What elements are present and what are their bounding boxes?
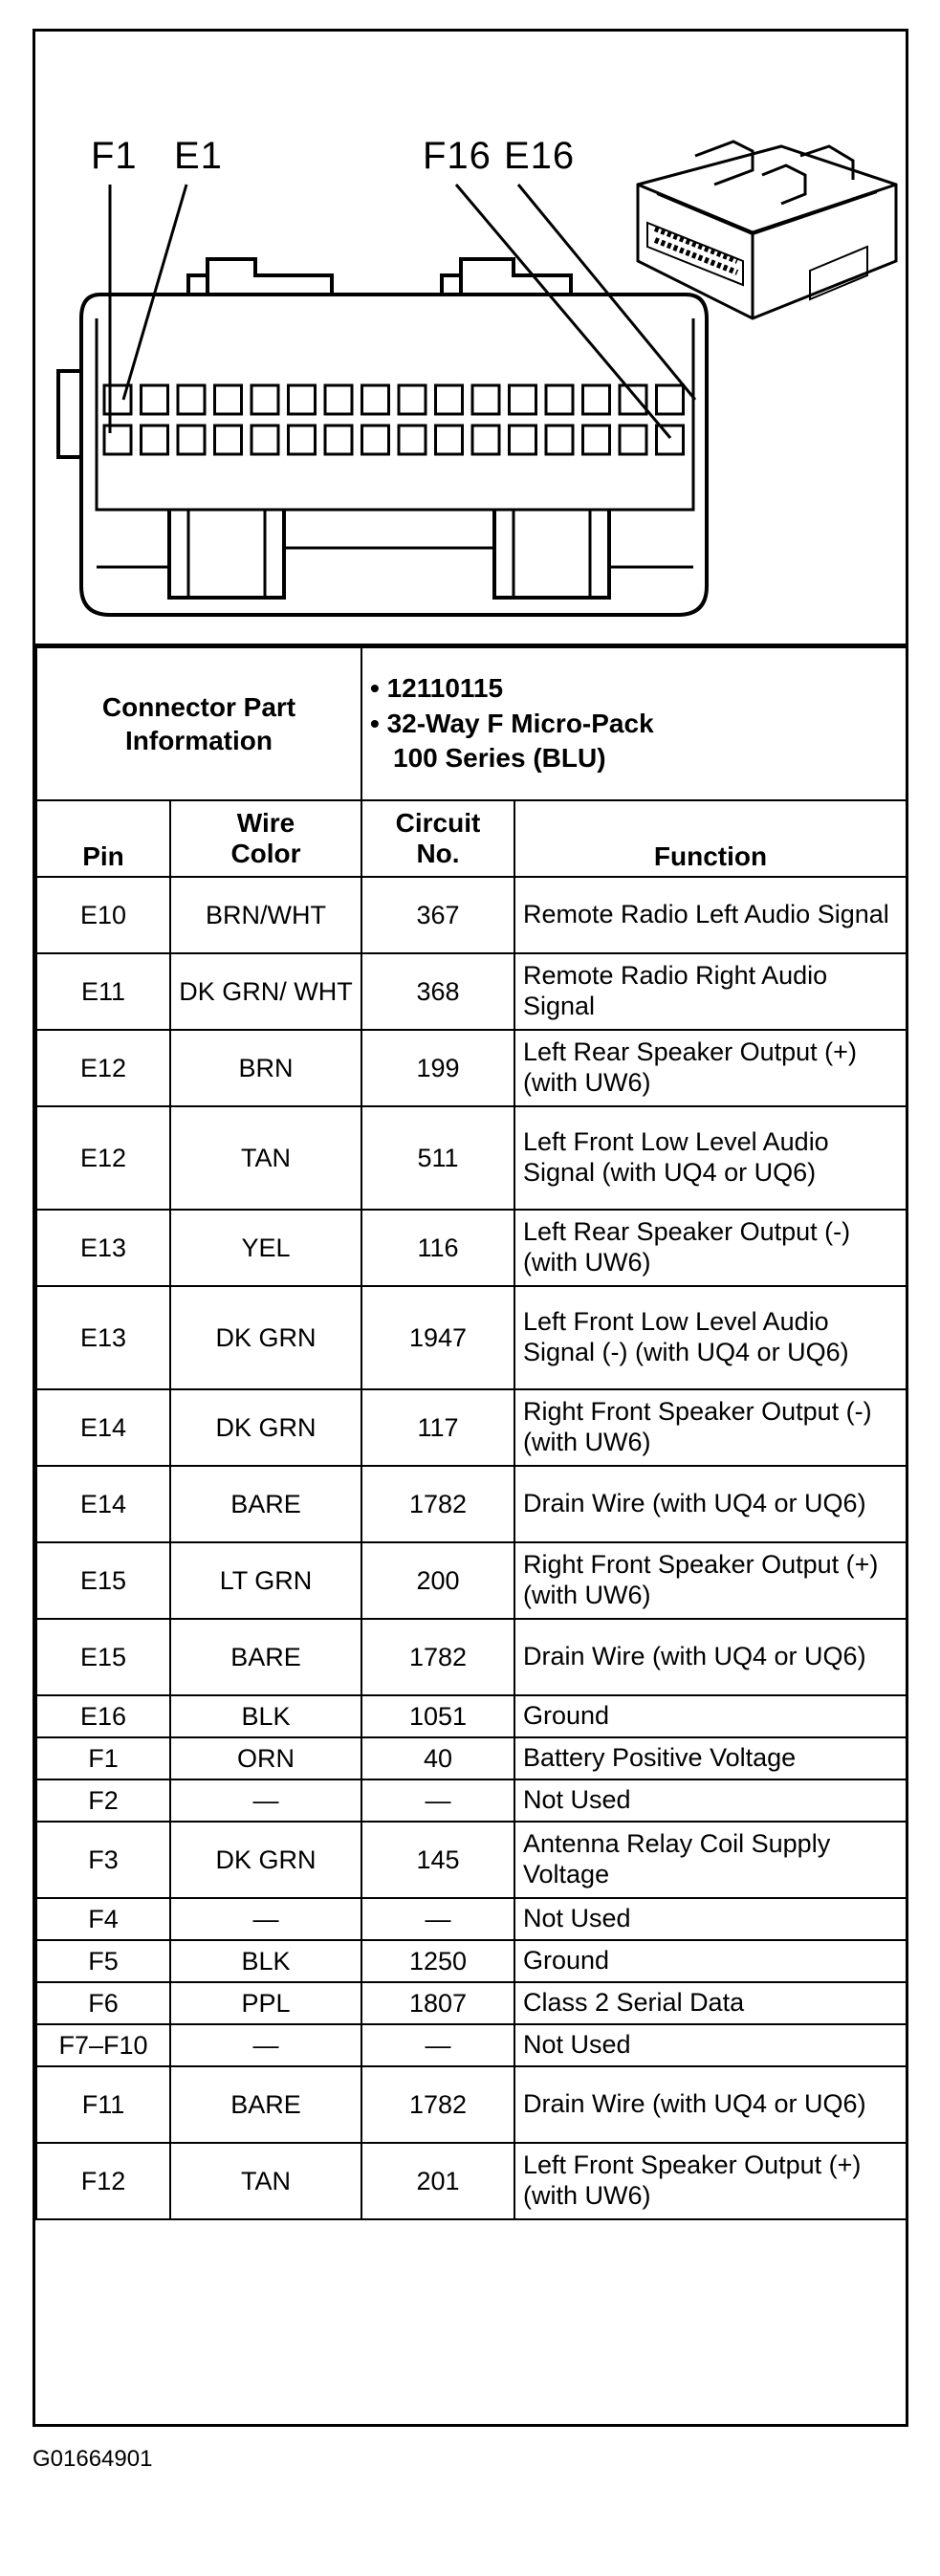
circuit-cell: 1807 <box>361 1982 514 2024</box>
header-function: Function <box>514 800 907 877</box>
table-row <box>36 1466 907 1542</box>
cavity-e13 <box>546 385 573 414</box>
cavity-f8 <box>362 426 389 454</box>
table-row <box>36 1542 907 1619</box>
function-cell: Remote Radio Right Audio Signal <box>514 953 907 1030</box>
table-row <box>36 1695 907 1737</box>
cavity-f15 <box>620 426 646 454</box>
wire-color-cell: DK GRN/ WHT <box>170 953 361 1030</box>
wire-color-cell: ORN <box>170 1737 361 1779</box>
table-row <box>36 877 907 953</box>
callout-e1: E1 <box>174 135 223 177</box>
table-row <box>36 953 907 1030</box>
pin-table <box>35 646 907 2220</box>
wire-color-cell: — <box>170 1779 361 1822</box>
connector-sheet <box>33 29 908 2427</box>
circuit-cell: — <box>361 2024 514 2066</box>
pin-cell: F1 <box>36 1737 170 1779</box>
table-row <box>36 1619 907 1695</box>
left-latch <box>208 259 332 295</box>
circuit-cell: 200 <box>361 1542 514 1619</box>
cavity-f9 <box>399 426 426 454</box>
cavity-f4 <box>215 426 242 454</box>
circuit-cell: 1051 <box>361 1695 514 1737</box>
circuit-cell: 1782 <box>361 2066 514 2143</box>
function-cell: Battery Positive Voltage <box>514 1737 907 1779</box>
circuit-cell: 145 <box>361 1822 514 1898</box>
wire-color-cell: BARE <box>170 1466 361 1542</box>
cavity-f3 <box>178 426 205 454</box>
connector-diagram <box>35 32 906 646</box>
pin-cell: E15 <box>36 1542 170 1619</box>
leader-e16 <box>518 185 695 400</box>
cavity-e11 <box>472 385 499 414</box>
wire-color-cell: BLK <box>170 1695 361 1737</box>
table-row <box>36 1286 907 1389</box>
cavity-f14 <box>583 426 610 454</box>
wire-color-cell: BLK <box>170 1940 361 1982</box>
wire-color-cell: LT GRN <box>170 1542 361 1619</box>
table-row <box>36 1389 907 1466</box>
cavity-e10 <box>436 385 463 414</box>
cavity-e9 <box>399 385 426 414</box>
connector-iso-view <box>638 142 896 318</box>
table-row <box>36 1030 907 1106</box>
callout-f1: F1 <box>91 135 138 177</box>
table-row <box>36 2024 907 2066</box>
cavity-f11 <box>472 426 499 454</box>
function-cell: Left Front Low Level Audio Signal (-) (with UQ4 or UQ6) <box>514 1286 907 1389</box>
pin-cell: F6 <box>36 1982 170 2024</box>
function-cell: Not Used <box>514 1779 907 1822</box>
cavity-e4 <box>215 385 242 414</box>
pin-cell: E15 <box>36 1619 170 1695</box>
cavity-f13 <box>546 426 573 454</box>
table-row <box>36 1940 907 1982</box>
pin-cell: E16 <box>36 1695 170 1737</box>
function-cell: Drain Wire (with UQ4 or UQ6) <box>514 2066 907 2143</box>
connector-info-row <box>36 647 907 800</box>
wire-color-cell: DK GRN <box>170 1822 361 1898</box>
wire-color-cell: BRN/WHT <box>170 877 361 953</box>
pin-cell: E12 <box>36 1106 170 1210</box>
header-circuit-no: Circuit No. <box>361 800 514 877</box>
cavity-f1 <box>104 426 131 454</box>
part-number: • 12110115 <box>370 673 504 704</box>
cavity-e14 <box>583 385 610 414</box>
cavity-e15 <box>620 385 646 414</box>
cavity-f7 <box>325 426 352 454</box>
cavity-f12 <box>510 426 536 454</box>
header-wire-color: Wire Color <box>170 800 361 877</box>
function-cell: Drain Wire (with UQ4 or UQ6) <box>514 1466 907 1542</box>
circuit-cell: 40 <box>361 1737 514 1779</box>
pin-cell: E11 <box>36 953 170 1030</box>
circuit-cell: 511 <box>361 1106 514 1210</box>
circuit-cell: 116 <box>361 1210 514 1286</box>
wire-color-cell: TAN <box>170 2143 361 2219</box>
circuit-cell: 201 <box>361 2143 514 2219</box>
function-cell: Ground <box>514 1940 907 1982</box>
wire-color-cell: BARE <box>170 2066 361 2143</box>
function-cell: Left Front Low Level Audio Signal (with UQ4 or UQ6) <box>514 1106 907 1210</box>
cavity-e6 <box>289 385 316 414</box>
wire-color-cell: TAN <box>170 1106 361 1210</box>
cavity-e2 <box>142 385 168 414</box>
pin-cell: F4 <box>36 1898 170 1940</box>
circuit-cell: 368 <box>361 953 514 1030</box>
cavity-f5 <box>251 426 278 454</box>
left-side-tab <box>58 371 81 457</box>
circuit-cell: 117 <box>361 1389 514 1466</box>
connector-face-drawing <box>35 32 906 644</box>
table-row <box>36 2066 907 2143</box>
circuit-cell: 1782 <box>361 1466 514 1542</box>
cavity-e5 <box>251 385 278 414</box>
function-cell: Remote Radio Left Audio Signal <box>514 877 907 953</box>
circuit-cell: 1250 <box>361 1940 514 1982</box>
wire-color-cell: — <box>170 1898 361 1940</box>
pin-cell: F12 <box>36 2143 170 2219</box>
cavity-e3 <box>178 385 205 414</box>
cavity-e7 <box>325 385 352 414</box>
function-cell: Left Rear Speaker Output (-) (with UW6) <box>514 1210 907 1286</box>
pin-cell: E14 <box>36 1466 170 1542</box>
table-row <box>36 1822 907 1898</box>
wire-color-cell: DK GRN <box>170 1389 361 1466</box>
connector-info-value: • 12110115 • 32-Way F Micro-Pack 100 Series (BLU) <box>361 647 907 800</box>
circuit-cell: — <box>361 1779 514 1822</box>
wire-color-cell: PPL <box>170 1982 361 2024</box>
table-row <box>36 1779 907 1822</box>
circuit-cell: 1947 <box>361 1286 514 1389</box>
right-latch <box>461 259 571 295</box>
function-cell: Class 2 Serial Data <box>514 1982 907 2024</box>
circuit-cell: 199 <box>361 1030 514 1106</box>
callout-f16: F16 <box>423 135 492 177</box>
function-cell: Left Front Speaker Output (+) (with UW6) <box>514 2143 907 2219</box>
table-row <box>36 1898 907 1940</box>
function-cell: Antenna Relay Coil Supply Voltage <box>514 1822 907 1898</box>
cavity-f2 <box>142 426 168 454</box>
cavity-f16 <box>657 426 684 454</box>
pin-cell: E13 <box>36 1286 170 1389</box>
left-key <box>169 510 284 598</box>
function-cell: Left Rear Speaker Output (+) (with UW6) <box>514 1030 907 1106</box>
wire-color-cell: BARE <box>170 1619 361 1695</box>
cavity-e8 <box>362 385 389 414</box>
leader-e1 <box>123 185 186 400</box>
function-cell: Drain Wire (with UQ4 or UQ6) <box>514 1619 907 1695</box>
pin-cell: F7–F10 <box>36 2024 170 2066</box>
pin-cell: E14 <box>36 1389 170 1466</box>
circuit-cell: 367 <box>361 877 514 953</box>
circuit-cell: 1782 <box>361 1619 514 1695</box>
pin-cell: F11 <box>36 2066 170 2143</box>
function-cell: Not Used <box>514 1898 907 1940</box>
pin-cell: F3 <box>36 1822 170 1898</box>
pin-cell: F2 <box>36 1779 170 1822</box>
cavity-grid <box>104 385 684 454</box>
function-cell: Not Used <box>514 2024 907 2066</box>
right-key <box>494 510 609 598</box>
cavity-e12 <box>510 385 536 414</box>
connector-description: • 32-Way F Micro-Pack <box>370 708 654 738</box>
cavity-f6 <box>289 426 316 454</box>
pin-cell: E13 <box>36 1210 170 1286</box>
wire-color-cell: BRN <box>170 1030 361 1106</box>
function-cell: Right Front Speaker Output (-) (with UW6) <box>514 1389 907 1466</box>
header-pin: Pin <box>36 800 170 877</box>
circuit-cell: — <box>361 1898 514 1940</box>
table-row <box>36 1210 907 1286</box>
function-cell: Right Front Speaker Output (+) (with UW6) <box>514 1542 907 1619</box>
wire-color-cell: — <box>170 2024 361 2066</box>
cavity-f10 <box>436 426 463 454</box>
callout-e16: E16 <box>504 135 576 177</box>
table-row <box>36 1106 907 1210</box>
cavity-e16 <box>657 385 684 414</box>
table-row <box>36 2143 907 2219</box>
table-row <box>36 1737 907 1779</box>
column-header-row <box>36 800 907 877</box>
wire-color-cell: DK GRN <box>170 1286 361 1389</box>
pin-cell: E10 <box>36 877 170 953</box>
function-cell: Ground <box>514 1695 907 1737</box>
figure-id: G01664901 <box>33 2446 153 2472</box>
connector-info-label: Connector Part Information <box>36 647 361 800</box>
pin-cell: E12 <box>36 1030 170 1106</box>
table-row <box>36 1982 907 2024</box>
wire-color-cell: YEL <box>170 1210 361 1286</box>
pin-cell: F5 <box>36 1940 170 1982</box>
